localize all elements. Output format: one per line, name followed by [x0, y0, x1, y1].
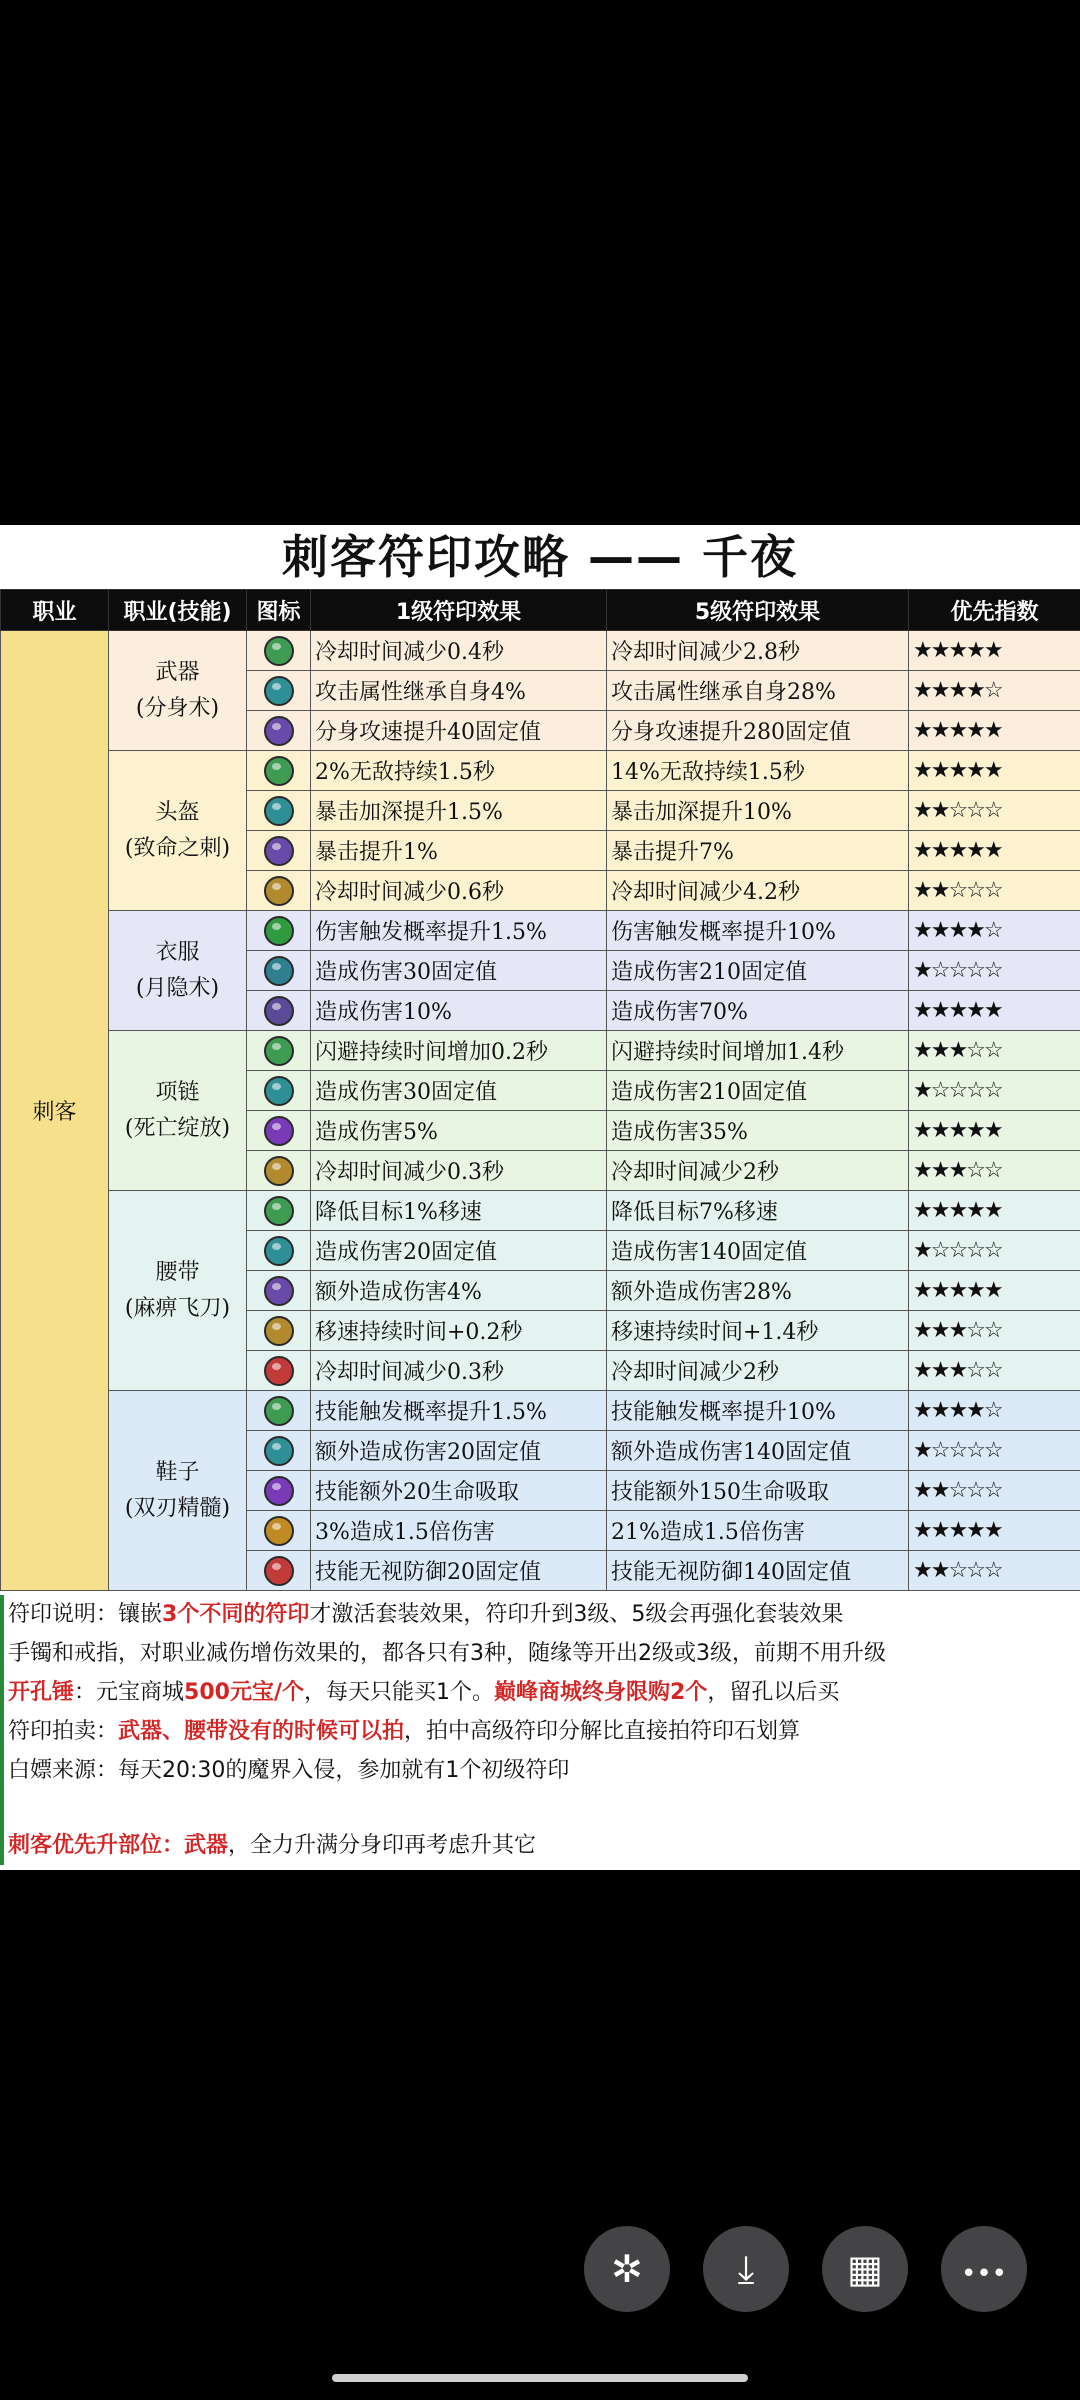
header-priority: 优先指数: [909, 590, 1080, 631]
grid-button[interactable]: [822, 2226, 908, 2312]
red-rune-icon: [264, 1556, 294, 1586]
priority-stars: ★☆☆☆☆: [909, 1071, 1080, 1111]
priority-stars: ★★★★☆: [909, 671, 1080, 711]
green-rune-icon: [264, 916, 294, 946]
page-title: 刺客符印攻略 —— 千夜: [281, 530, 799, 584]
teal-rune-icon: [264, 796, 294, 826]
priority-stars: ★★☆☆☆: [909, 1471, 1080, 1511]
icon-cell: [247, 831, 311, 871]
priority-stars: ★☆☆☆☆: [909, 1431, 1080, 1471]
note-text: ，每天只能买1个。: [304, 1680, 494, 1705]
icon-cell: [247, 751, 311, 791]
lv1-effect: 冷却时间减少0.3秒: [311, 1351, 607, 1391]
priority-stars: ★★★★★: [909, 1111, 1080, 1151]
note-text: ，拍中高级符印分解比直接拍符印石划算: [404, 1719, 801, 1744]
gold-rune-icon: [264, 1516, 294, 1546]
slot-cell: [109, 1391, 247, 1591]
gold-rune-icon: [264, 1156, 294, 1186]
lv5-effect: 14%无敌持续1.5秒: [607, 751, 909, 791]
slot-cell: [109, 631, 247, 751]
grid-icon: ▦: [847, 2247, 883, 2291]
icon-cell: [247, 711, 311, 751]
priority-stars: ★★★★★: [909, 1191, 1080, 1231]
lv5-effect: 冷却时间减少2秒: [607, 1151, 909, 1191]
icon-cell: [247, 1071, 311, 1111]
lv1-effect: 造成伤害20固定值: [311, 1231, 607, 1271]
lv5-effect: 闪避持续时间增加1.4秒: [607, 1031, 909, 1071]
note-highlight: 3个不同的符印: [162, 1602, 310, 1627]
icon-cell: [247, 1471, 311, 1511]
lv5-effect: 额外造成伤害140固定值: [607, 1431, 909, 1471]
purple-rune-icon: [264, 996, 294, 1026]
priority-stars: ★★★★★: [909, 831, 1080, 871]
purple-rune-icon: [264, 716, 294, 746]
lv1-effect: 暴击加深提升1.5%: [311, 791, 607, 831]
icon-cell: [247, 991, 311, 1031]
gold-rune-icon: [264, 876, 294, 906]
lv1-effect: 冷却时间减少0.4秒: [311, 631, 607, 671]
skill-name: (死亡绽放): [124, 1115, 231, 1141]
teal-rune-icon: [264, 676, 294, 706]
green-rune-icon: [264, 1036, 294, 1066]
lv5-effect: 额外造成伤害28%: [607, 1271, 909, 1311]
lv1-effect: 造成伤害30固定值: [311, 951, 607, 991]
note-line: [4, 1595, 1080, 1634]
table-row: [1, 911, 1080, 951]
green-rune-icon: [264, 756, 294, 786]
lv1-effect: 3%造成1.5倍伤害: [311, 1511, 607, 1551]
lv1-effect: 造成伤害5%: [311, 1111, 607, 1151]
slot-name: 头盔: [155, 799, 200, 825]
lv5-effect: 降低目标7%移速: [607, 1191, 909, 1231]
priority-stars: ★★★★★: [909, 1511, 1080, 1551]
slot-name: 衣服: [155, 939, 200, 965]
note-highlight: 武器、腰带没有的时候可以拍: [118, 1719, 405, 1744]
priority-stars: ★☆☆☆☆: [909, 1231, 1080, 1271]
home-indicator[interactable]: [332, 2374, 748, 2382]
lv1-effect: 分身攻速提升40固定值: [311, 711, 607, 751]
lv5-effect: 造成伤害140固定值: [607, 1231, 909, 1271]
note-text: 符印说明：镶嵌: [8, 1602, 163, 1627]
icon-cell: [247, 631, 311, 671]
lv5-effect: 暴击加深提升10%: [607, 791, 909, 831]
table-row: [1, 1031, 1080, 1071]
icon-cell: [247, 1351, 311, 1391]
header-skill: 职业(技能): [109, 590, 247, 631]
note-line: [4, 1634, 1080, 1673]
download-icon: ⤓: [737, 2247, 755, 2291]
lv5-effect: 冷却时间减少2.8秒: [607, 631, 909, 671]
priority-stars: ★★★★☆: [909, 1391, 1080, 1431]
lv1-effect: 移速持续时间+0.2秒: [311, 1311, 607, 1351]
lv1-effect: 造成伤害10%: [311, 991, 607, 1031]
lv1-effect: 技能无视防御20固定值: [311, 1551, 607, 1591]
lv5-effect: 冷却时间减少2秒: [607, 1351, 909, 1391]
icon-cell: [247, 1031, 311, 1071]
lv5-effect: 造成伤害210固定值: [607, 951, 909, 991]
icon-cell: [247, 791, 311, 831]
lv1-effect: 攻击属性继承自身4%: [311, 671, 607, 711]
teal-rune-icon: [264, 1236, 294, 1266]
priority-stars: ★★★★★: [909, 631, 1080, 671]
share-button[interactable]: [584, 2226, 670, 2312]
priority-stars: ★★☆☆☆: [909, 1551, 1080, 1591]
priority-stars: ★★★☆☆: [909, 1031, 1080, 1071]
slot-name: 武器: [155, 659, 200, 685]
table-row: [1, 751, 1080, 791]
skill-name: (致命之刺): [124, 835, 231, 861]
purple-rune-icon: [264, 1116, 294, 1146]
slot-name: 项链: [155, 1079, 200, 1105]
priority-stars: ★★★★☆: [909, 911, 1080, 951]
lv5-effect: 造成伤害210固定值: [607, 1071, 909, 1111]
header-class: 职业: [1, 590, 109, 631]
slot-cell: [109, 911, 247, 1031]
icon-cell: [247, 671, 311, 711]
note-line: [4, 1712, 1080, 1751]
gold-rune-icon: [264, 1316, 294, 1346]
lv5-effect: 移速持续时间+1.4秒: [607, 1311, 909, 1351]
note-text: 才激活套装效果，符印升到3级、5级会再强化套装效果: [309, 1602, 844, 1627]
icon-cell: [247, 951, 311, 991]
lv1-effect: 造成伤害30固定值: [311, 1071, 607, 1111]
icon-cell: [247, 1231, 311, 1271]
priority-stars: ★★★★★: [909, 1271, 1080, 1311]
note-highlight: 开孔锤: [8, 1680, 75, 1705]
purple-rune-icon: [264, 1476, 294, 1506]
lv1-effect: 额外造成伤害4%: [311, 1271, 607, 1311]
lv1-effect: 暴击提升1%: [311, 831, 607, 871]
note-text: 符印拍卖：: [8, 1719, 119, 1744]
slot-cell: [109, 1031, 247, 1191]
icon-cell: [247, 1551, 311, 1591]
lv1-effect: 闪避持续时间增加0.2秒: [311, 1031, 607, 1071]
icon-cell: [247, 1511, 311, 1551]
note-text: ，全力升满分身印再考虑升其它: [228, 1833, 537, 1858]
class-cell: 刺客: [1, 631, 109, 1591]
note-text: ，留孔以后买: [707, 1680, 840, 1705]
header-icon: 图标: [247, 590, 311, 631]
green-rune-icon: [264, 1196, 294, 1226]
purple-rune-icon: [264, 1276, 294, 1306]
lv5-effect: 暴击提升7%: [607, 831, 909, 871]
icon-cell: [247, 911, 311, 951]
note-line: [4, 1673, 1080, 1712]
skill-name: (月隐术): [135, 975, 220, 1001]
purple-rune-icon: [264, 836, 294, 866]
note-text: 手镯和戒指，对职业减伤增伤效果的，都各只有3种，随缘等开出2级或3级，前期不用升级: [8, 1641, 886, 1666]
lv1-effect: 额外造成伤害20固定值: [311, 1431, 607, 1471]
note-line: [4, 1790, 1080, 1826]
slot-cell: [109, 751, 247, 911]
lv5-effect: 分身攻速提升280固定值: [607, 711, 909, 751]
note-text: ：元宝商城: [74, 1680, 185, 1705]
red-rune-icon: [264, 1356, 294, 1386]
teal-rune-icon: [264, 956, 294, 986]
note-line: [4, 1826, 1080, 1865]
rune-table: [0, 589, 1080, 1591]
lv5-effect: 攻击属性继承自身28%: [607, 671, 909, 711]
icon-cell: [247, 1111, 311, 1151]
priority-stars: ★★☆☆☆: [909, 871, 1080, 911]
note-highlight: 500元宝/个: [184, 1680, 304, 1705]
note-highlight: 刺客优先升部位：: [8, 1833, 185, 1858]
priority-stars: ★☆☆☆☆: [909, 951, 1080, 991]
table-row: [1, 1391, 1080, 1431]
lv5-effect: 技能额外150生命吸取: [607, 1471, 909, 1511]
priority-stars: ★★☆☆☆: [909, 791, 1080, 831]
slot-name: 腰带: [155, 1259, 200, 1285]
header-lv1: 1级符印效果: [311, 590, 607, 631]
lv1-effect: 2%无敌持续1.5秒: [311, 751, 607, 791]
icon-cell: [247, 1311, 311, 1351]
lv1-effect: 技能额外20生命吸取: [311, 1471, 607, 1511]
slot-cell: [109, 1191, 247, 1391]
green-rune-icon: [264, 636, 294, 666]
icon-cell: [247, 1271, 311, 1311]
note-line: [4, 1751, 1080, 1790]
table-header-row: [1, 590, 1080, 631]
header-lv5: 5级符印效果: [607, 590, 909, 631]
lv1-effect: 冷却时间减少0.3秒: [311, 1151, 607, 1191]
priority-stars: ★★★★★: [909, 711, 1080, 751]
lv5-effect: 21%造成1.5倍伤害: [607, 1511, 909, 1551]
icon-cell: [247, 871, 311, 911]
lv5-effect: 造成伤害70%: [607, 991, 909, 1031]
notes-section: [0, 1595, 1080, 1865]
lv5-effect: 冷却时间减少4.2秒: [607, 871, 909, 911]
share-icon: ✲: [611, 2247, 643, 2291]
guide-image: [0, 525, 1080, 1870]
note-text: 白嫖来源：每天20:30的魔界入侵，参加就有1个初级符印: [8, 1758, 570, 1783]
priority-stars: ★★★☆☆: [909, 1311, 1080, 1351]
more-icon: •••: [960, 2259, 1007, 2289]
lv1-effect: 降低目标1%移速: [311, 1191, 607, 1231]
lv1-effect: 伤害触发概率提升1.5%: [311, 911, 607, 951]
green-rune-icon: [264, 1396, 294, 1426]
skill-name: (分身术): [135, 695, 220, 721]
priority-stars: ★★★☆☆: [909, 1151, 1080, 1191]
skill-name: (双刃精髓): [124, 1495, 231, 1521]
action-buttons: [584, 2226, 1028, 2312]
skill-name: (麻痹飞刀): [124, 1295, 231, 1321]
lv5-effect: 技能触发概率提升10%: [607, 1391, 909, 1431]
lv5-effect: 造成伤害35%: [607, 1111, 909, 1151]
note-highlight: 巅峰商城终身限购2个: [494, 1680, 708, 1705]
lv5-effect: 技能无视防御140固定值: [607, 1551, 909, 1591]
icon-cell: [247, 1191, 311, 1231]
teal-rune-icon: [264, 1076, 294, 1106]
priority-stars: ★★★★★: [909, 991, 1080, 1031]
download-button[interactable]: [703, 2226, 789, 2312]
icon-cell: [247, 1391, 311, 1431]
slot-name: 鞋子: [155, 1459, 200, 1485]
priority-stars: ★★★★★: [909, 751, 1080, 791]
lv1-effect: 冷却时间减少0.6秒: [311, 871, 607, 911]
teal-rune-icon: [264, 1436, 294, 1466]
lv1-effect: 技能触发概率提升1.5%: [311, 1391, 607, 1431]
table-row: [1, 631, 1080, 671]
icon-cell: [247, 1431, 311, 1471]
lv5-effect: 伤害触发概率提升10%: [607, 911, 909, 951]
icon-cell: [247, 1151, 311, 1191]
priority-stars: ★★★☆☆: [909, 1351, 1080, 1391]
more-button[interactable]: [941, 2226, 1027, 2312]
table-row: [1, 1191, 1080, 1231]
note-highlight: 武器: [184, 1833, 229, 1858]
